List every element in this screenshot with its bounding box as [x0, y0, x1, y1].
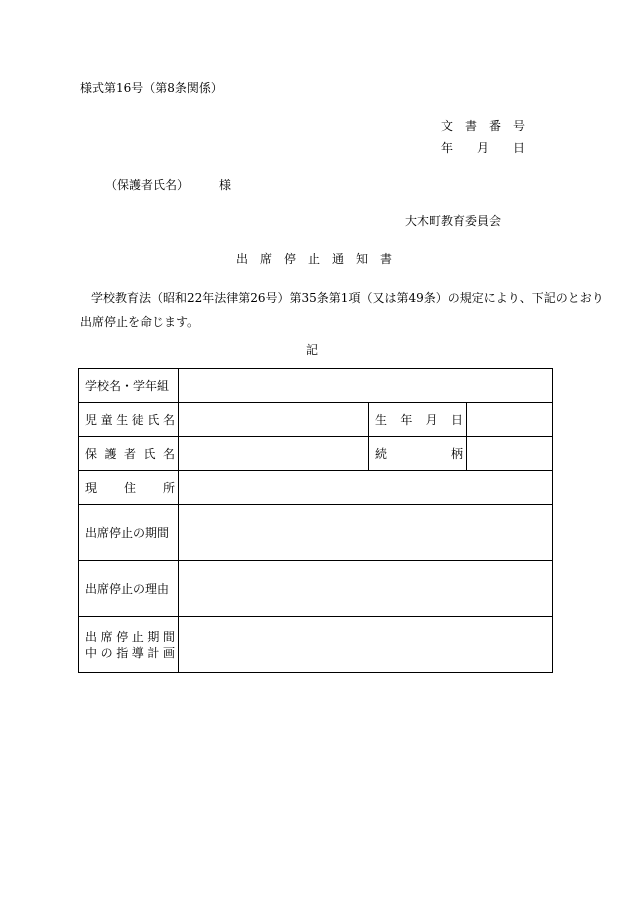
- document-date-label: 年 月 日: [441, 141, 526, 155]
- table-row: [79, 437, 553, 471]
- address-field[interactable]: [179, 471, 553, 505]
- table-row: [79, 561, 553, 617]
- school-class-label: 学校名・学年組: [79, 369, 179, 403]
- honorific: 様: [219, 178, 232, 192]
- guardian-name-label: 保 護 者 氏 名: [79, 437, 179, 471]
- table-row: [79, 369, 553, 403]
- ki-heading: 記: [306, 343, 319, 357]
- issuer-name: 大木町教育委員会: [405, 214, 502, 228]
- table-row: [79, 505, 553, 561]
- document-title: 出 席 停 止 通 知 書: [236, 252, 393, 266]
- suspension-reason-field[interactable]: [179, 561, 553, 617]
- table-row: [79, 403, 553, 437]
- birth-date-field[interactable]: [467, 403, 553, 437]
- form-number-label: 様式第16号（第8条関係）: [80, 81, 223, 95]
- suspension-period-field[interactable]: [179, 505, 553, 561]
- relationship-field[interactable]: [467, 437, 553, 471]
- student-name-field[interactable]: [179, 403, 369, 437]
- guidance-plan-label: 出 席 停 止 期 間 中 の 指 導 計 画: [79, 617, 179, 673]
- guardian-name-placeholder: （保護者氏名）: [105, 178, 190, 192]
- birth-date-label: 生 年 月 日: [369, 403, 467, 437]
- document-number-label: 文 書 番 号: [441, 119, 526, 133]
- relationship-label: 続 柄: [369, 437, 467, 471]
- table-row: [79, 471, 553, 505]
- body-text-line-2: 出席停止を命じます。: [80, 315, 200, 329]
- guardian-name-field[interactable]: [179, 437, 369, 471]
- table-row: [79, 617, 553, 673]
- guidance-plan-field[interactable]: [179, 617, 553, 673]
- suspension-period-label: 出席停止の期間: [79, 505, 179, 561]
- address-label: 現 住 所: [79, 471, 179, 505]
- notice-form-table: [78, 368, 553, 673]
- body-text-line-1: 学校教育法（昭和22年法律第26号）第35条第1項（又は第49条）の規定により、下記のとおり: [91, 291, 604, 305]
- suspension-reason-label: 出席停止の理由: [79, 561, 179, 617]
- student-name-label: 児 童 生 徒 氏 名: [79, 403, 179, 437]
- school-class-field[interactable]: [179, 369, 553, 403]
